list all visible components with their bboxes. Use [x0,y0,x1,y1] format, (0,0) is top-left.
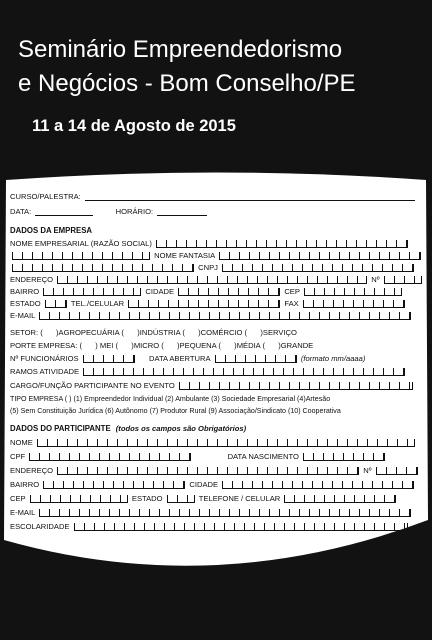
porte-micro-label: )MICRO ( [131,341,164,350]
nome-empresarial-cont-field[interactable] [12,252,150,260]
numero2-field[interactable] [376,467,418,475]
nome-empresarial-field[interactable] [156,240,408,248]
tipo-empresa-line2: (5) Sem Constituição Jurídica (6) Autônomo (7) Produtor Rural (9) Associação/Sindicato (10) Cooperativa [10,407,341,415]
cargo-field[interactable] [179,382,413,390]
cnpj-field[interactable] [222,264,414,272]
endereco2-field[interactable] [57,467,359,475]
nome-label: NOME [10,438,33,447]
tel-celular-field[interactable] [128,300,280,308]
cidade2-field[interactable] [222,481,414,489]
data-label: DATA: [10,207,32,216]
nome-fantasia-cont-field[interactable] [12,264,194,272]
endereco-label: ENDEREÇO [10,275,54,284]
ramos-label: RAMOS ATIVIDADE [10,367,80,376]
data-abertura-field[interactable] [215,355,297,363]
data-nascimento-field[interactable] [303,453,385,461]
funcionarios-label: Nº FUNCIONÁRIOS [10,354,79,363]
cep-field[interactable] [304,288,402,296]
cep2-label: CEP [10,494,26,503]
participante-note: (todos os campos são Obrigatórios) [115,424,247,433]
setor-comercio-label: )COMÉRCIO ( [198,328,248,337]
cpf-label: CPF [10,452,26,461]
endereco2-label: ENDEREÇO [10,466,54,475]
estado2-field[interactable] [167,495,195,503]
estado-label: ESTADO [10,299,41,308]
horario-label: HORÁRIO: [115,207,154,216]
bairro-field[interactable] [43,288,141,296]
bairro2-label: BAIRRO [10,480,40,489]
data-field[interactable] [35,208,93,216]
porte-grande-label: )GRANDE [278,341,314,350]
cidade-field[interactable] [178,288,280,296]
curso-field[interactable] [85,193,415,201]
tel-celular-label: TEL./CELULAR [70,299,125,308]
ramos-field[interactable] [83,368,405,376]
escolaridade-field[interactable] [74,523,408,531]
curso-label: CURSO/PALESTRA: [10,192,81,201]
nome-empresarial-label: NOME EMPRESARIAL (RAZÃO SOCIAL) [10,239,152,248]
estado-field[interactable] [45,300,67,308]
cidade2-label: CIDADE [189,480,219,489]
bairro2-field[interactable] [43,481,185,489]
funcionarios-field[interactable] [83,355,135,363]
numero2-label: Nº [363,466,372,475]
empresa-section-title: DADOS DA EMPRESA [10,226,93,235]
formato-hint: (formato mm/aaaa) [300,354,366,363]
cep-label: CEP [284,287,300,296]
setor-agropecuaria-label: )AGROPECUÁRIA ( [56,328,124,337]
email-field[interactable] [39,312,411,320]
endereco-field[interactable] [57,276,367,284]
event-title-line1: Seminário Empreendedorismo [18,36,343,63]
porte-mei-label: ) MEI ( [95,341,119,350]
porte-media-label: )MÉDIA ( [234,341,265,350]
bairro-label: BAIRRO [10,287,40,296]
horario-field[interactable] [157,208,207,216]
setor-servico-label: )SERVIÇO [260,328,297,337]
event-title-line2: e Negócios - Bom Conselho/PE [18,70,356,97]
nome-fantasia-field[interactable] [219,252,421,260]
fax-field[interactable] [303,300,405,308]
numero-label: Nº [371,275,380,284]
estado2-label: ESTADO [131,494,163,503]
email2-field[interactable] [39,509,411,517]
participante-section-title: DADOS DO PARTICIPANTE [10,424,111,433]
email-label: E-MAIL [10,311,36,320]
telefone-celular-label: TELEFONE / CELULAR [198,494,281,503]
numero-field[interactable] [384,276,422,284]
porte-pequena-label: )PEQUENA ( [177,341,221,350]
escolaridade-label: ESCOLARIDADE [10,522,70,531]
cidade-label: CIDADE [145,287,175,296]
cnpj-label: CNPJ [198,263,218,272]
cargo-label: CARGO/FUNÇÃO PARTICIPANTE NO EVENTO [10,381,175,390]
tipo-empresa-line1: TIPO EMPRESA ( ) (1) Empreendedor Individual (2) Ambulante (3) Sociedade Empresarial (4)Artesão [10,395,331,403]
nome-fantasia-label: NOME FANTASIA [154,251,216,260]
setor-industria-label: )INDÚSTRIA ( [137,328,185,337]
cpf-field[interactable] [29,453,191,461]
nome-field[interactable] [37,439,415,447]
data-nascimento-label: DATA NASCIMENTO [227,452,299,461]
cep2-field[interactable] [30,495,128,503]
data-abertura-label: DATA ABERTURA [148,354,211,363]
fax-label: FAX [284,299,299,308]
porte-label: PORTE EMPRESA: ( [10,341,83,350]
setor-label: SETOR: ( [10,328,43,337]
email2-label: E-MAIL [10,508,36,517]
telefone-celular-field[interactable] [284,495,396,503]
event-dates: 11 a 14 de Agosto de 2015 [32,117,236,135]
